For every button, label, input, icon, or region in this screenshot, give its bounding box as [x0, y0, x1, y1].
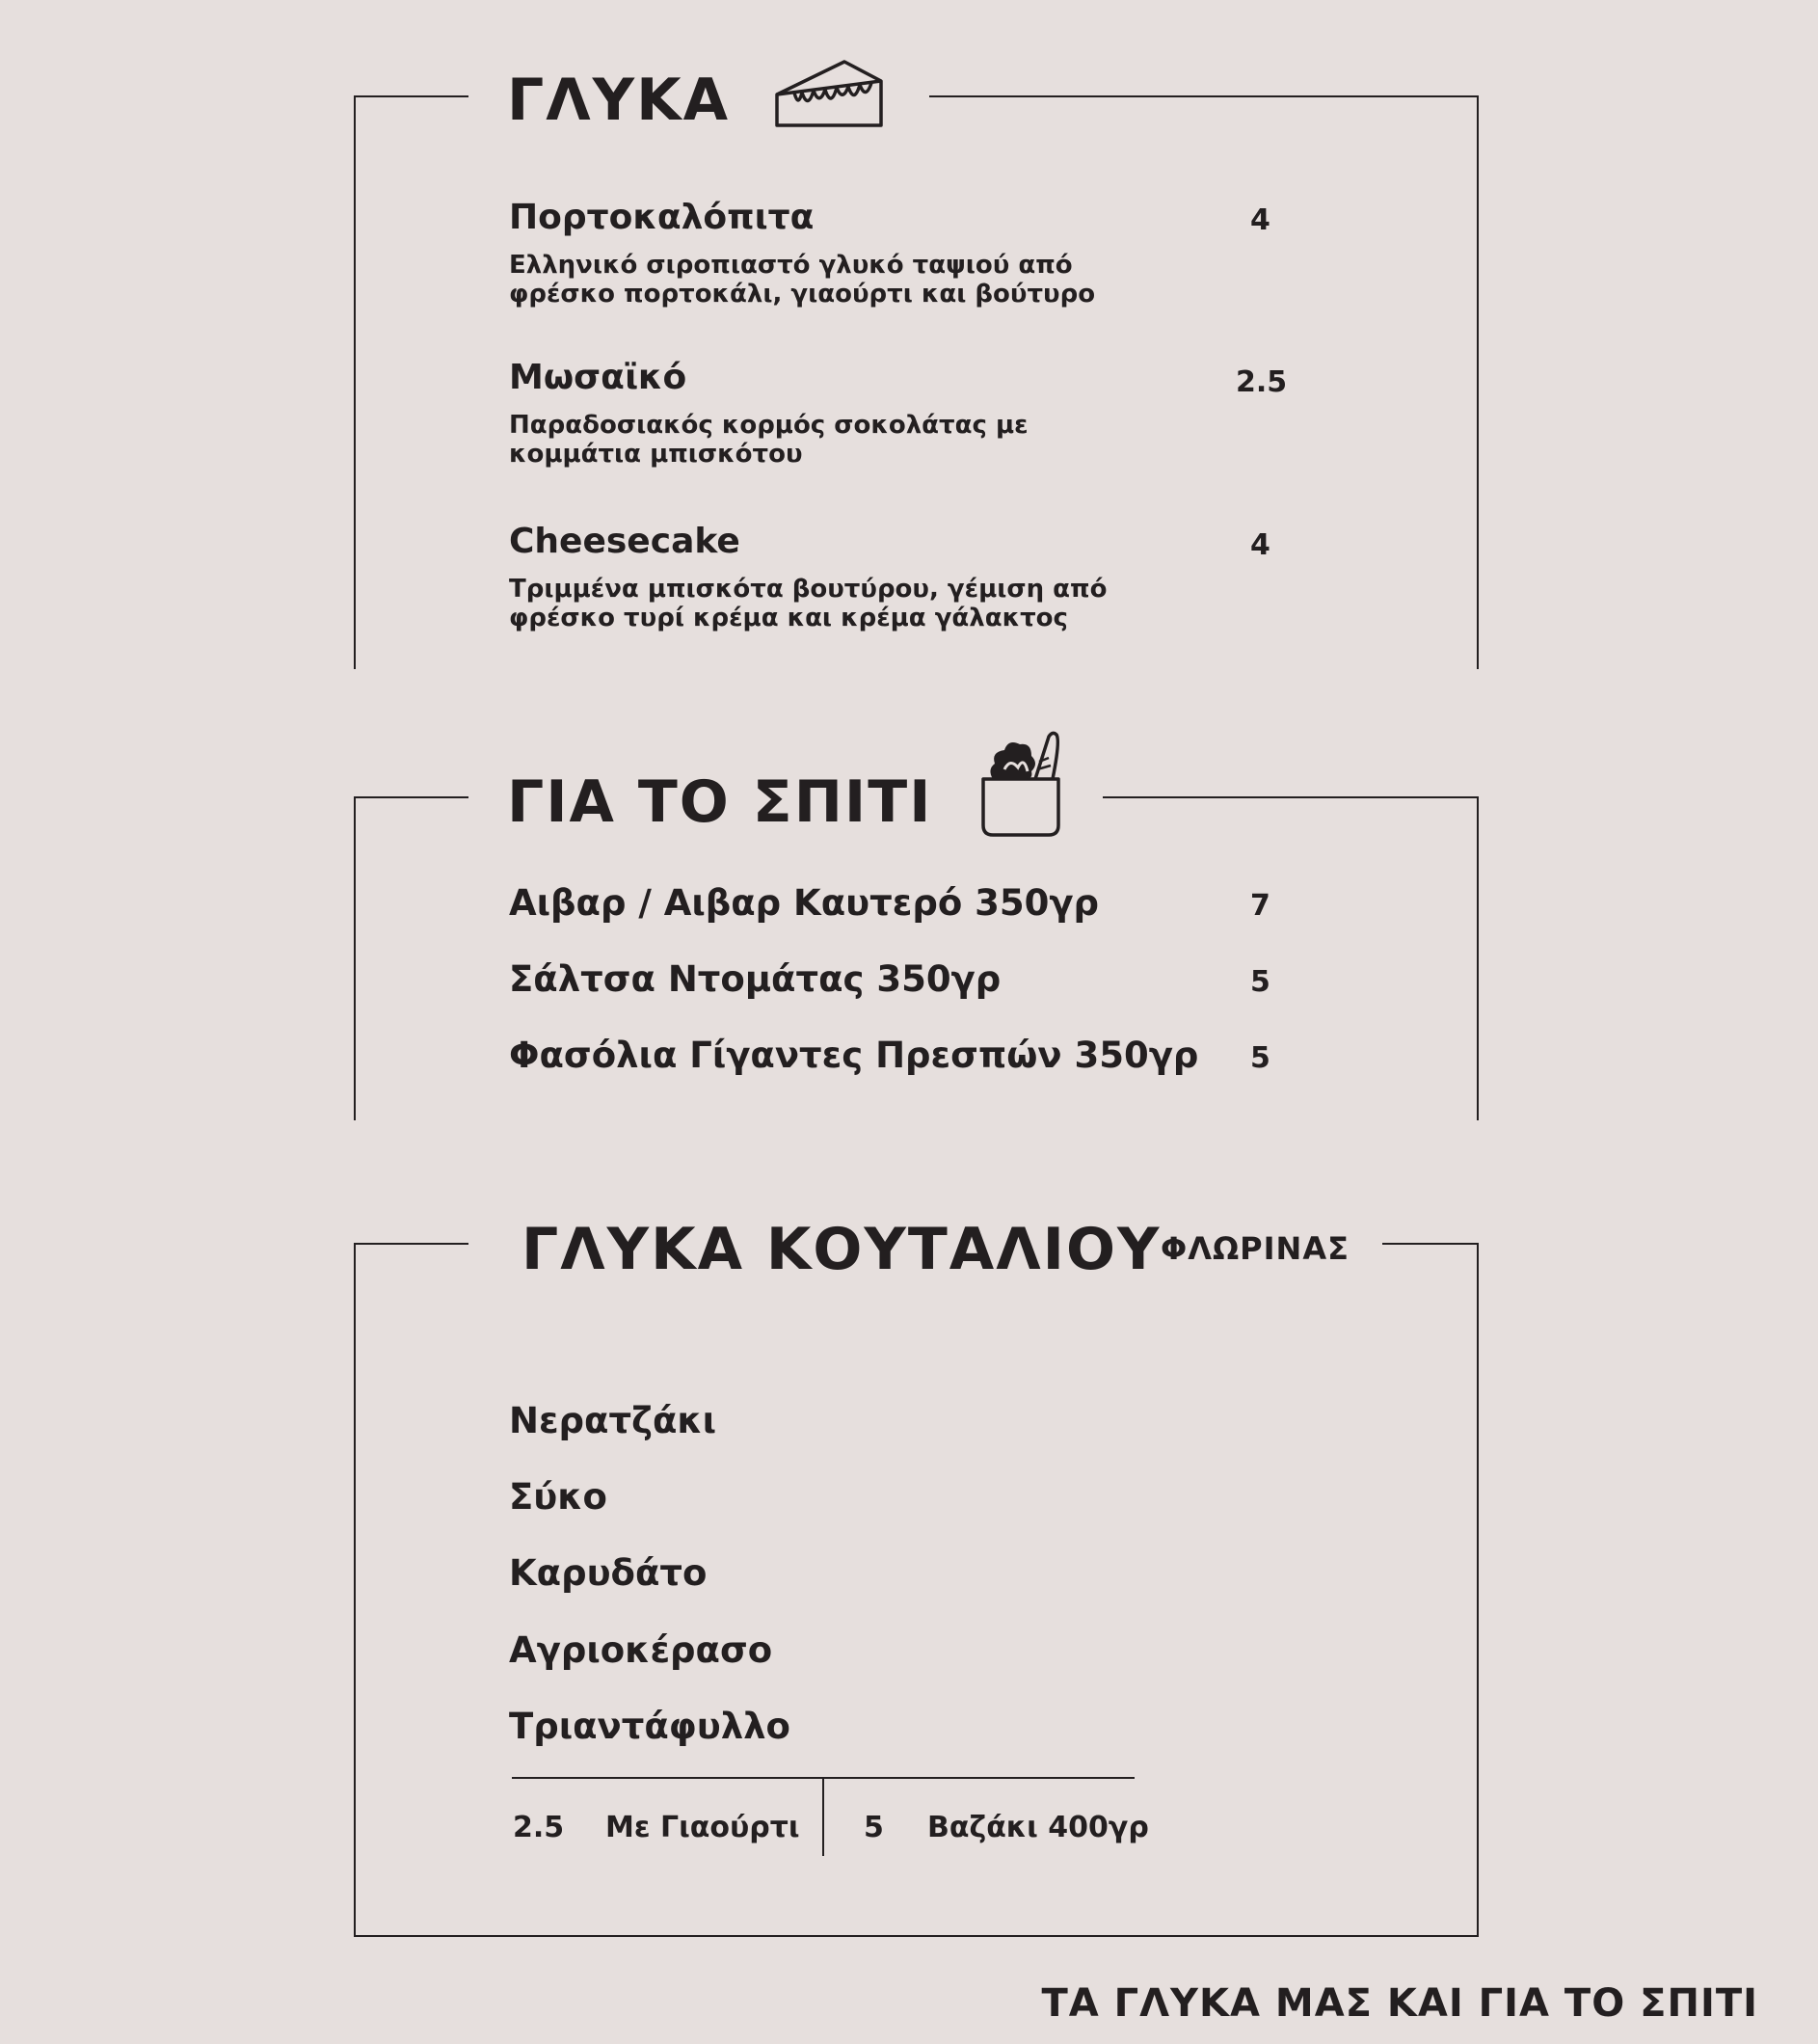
- item-price: 7: [1250, 889, 1270, 923]
- item-name: Cheesecake: [509, 522, 740, 561]
- spoon-subtitle: ΦΛΩΡΙΝΑΣ: [1161, 1230, 1350, 1267]
- item-price: 5: [1250, 1041, 1270, 1075]
- item-description: Παραδοσιακός κορμός σοκολάτας με κομμάτια μπισκότου: [509, 411, 1029, 469]
- cake-slice-icon: [773, 58, 887, 131]
- spoon-title: ΓΛΥΚΑ ΚΟΥΤΑΛΙΟΥ: [521, 1216, 1162, 1283]
- item-price: 5: [1250, 965, 1270, 999]
- option-price: 2.5: [513, 1811, 565, 1844]
- item-description: Τριμμένα μπισκότα βουτύρου, γέμιση από φρέσκο τυρί κρέμα και κρέμα γάλακτος: [509, 575, 1108, 632]
- menu-item: [509, 358, 1280, 469]
- home-item-name: Σάλτσα Ντομάτας 350γρ: [509, 958, 1002, 1000]
- item-price: 4: [1250, 528, 1270, 562]
- flavor-item: Σύκο: [509, 1476, 607, 1518]
- flavor-item: Καρυδάτο: [509, 1552, 708, 1594]
- option-label: Βαζάκι 400γρ: [927, 1811, 1149, 1844]
- flavor-item: Αγριοκέρασο: [509, 1629, 773, 1671]
- option-label: Με Γιαούρτι: [605, 1811, 800, 1844]
- menu-item: [509, 524, 1280, 632]
- item-name: Πορτοκαλόπιτα: [509, 198, 815, 237]
- home-title: ΓΙΑ ΤΟ ΣΠΙΤΙ: [507, 768, 933, 836]
- item-description: Ελληνικό σιροπιαστό γλυκό ταψιού από φρέσκο πορτοκάλι, γιαούρτι και βούτυρο: [509, 251, 1096, 309]
- home-item-name: Φασόλια Γίγαντες Πρεσπών 350γρ: [509, 1035, 1199, 1076]
- item-price: 4: [1250, 203, 1270, 237]
- grocery-bag-icon: [979, 729, 1062, 839]
- sweets-title: ΓΛΥΚΑ: [507, 67, 731, 134]
- divider: [822, 1779, 824, 1856]
- flavor-item: Τριαντάφυλλο: [509, 1706, 790, 1747]
- flavor-item: Νερατζάκι: [509, 1400, 717, 1441]
- footer-title: ΤΑ ΓΛΥΚΑ ΜΑΣ ΚΑΙ ΓΙΑ ΤΟ ΣΠΙΤΙ: [1041, 1981, 1758, 2026]
- item-name: Μωσαϊκό: [509, 358, 687, 397]
- home-item-name: Αιβαρ / Αιβαρ Καυτερό 350γρ: [509, 882, 1100, 924]
- menu-item: [509, 198, 1280, 309]
- option-price: 5: [864, 1811, 884, 1844]
- item-price: 2.5: [1236, 365, 1288, 399]
